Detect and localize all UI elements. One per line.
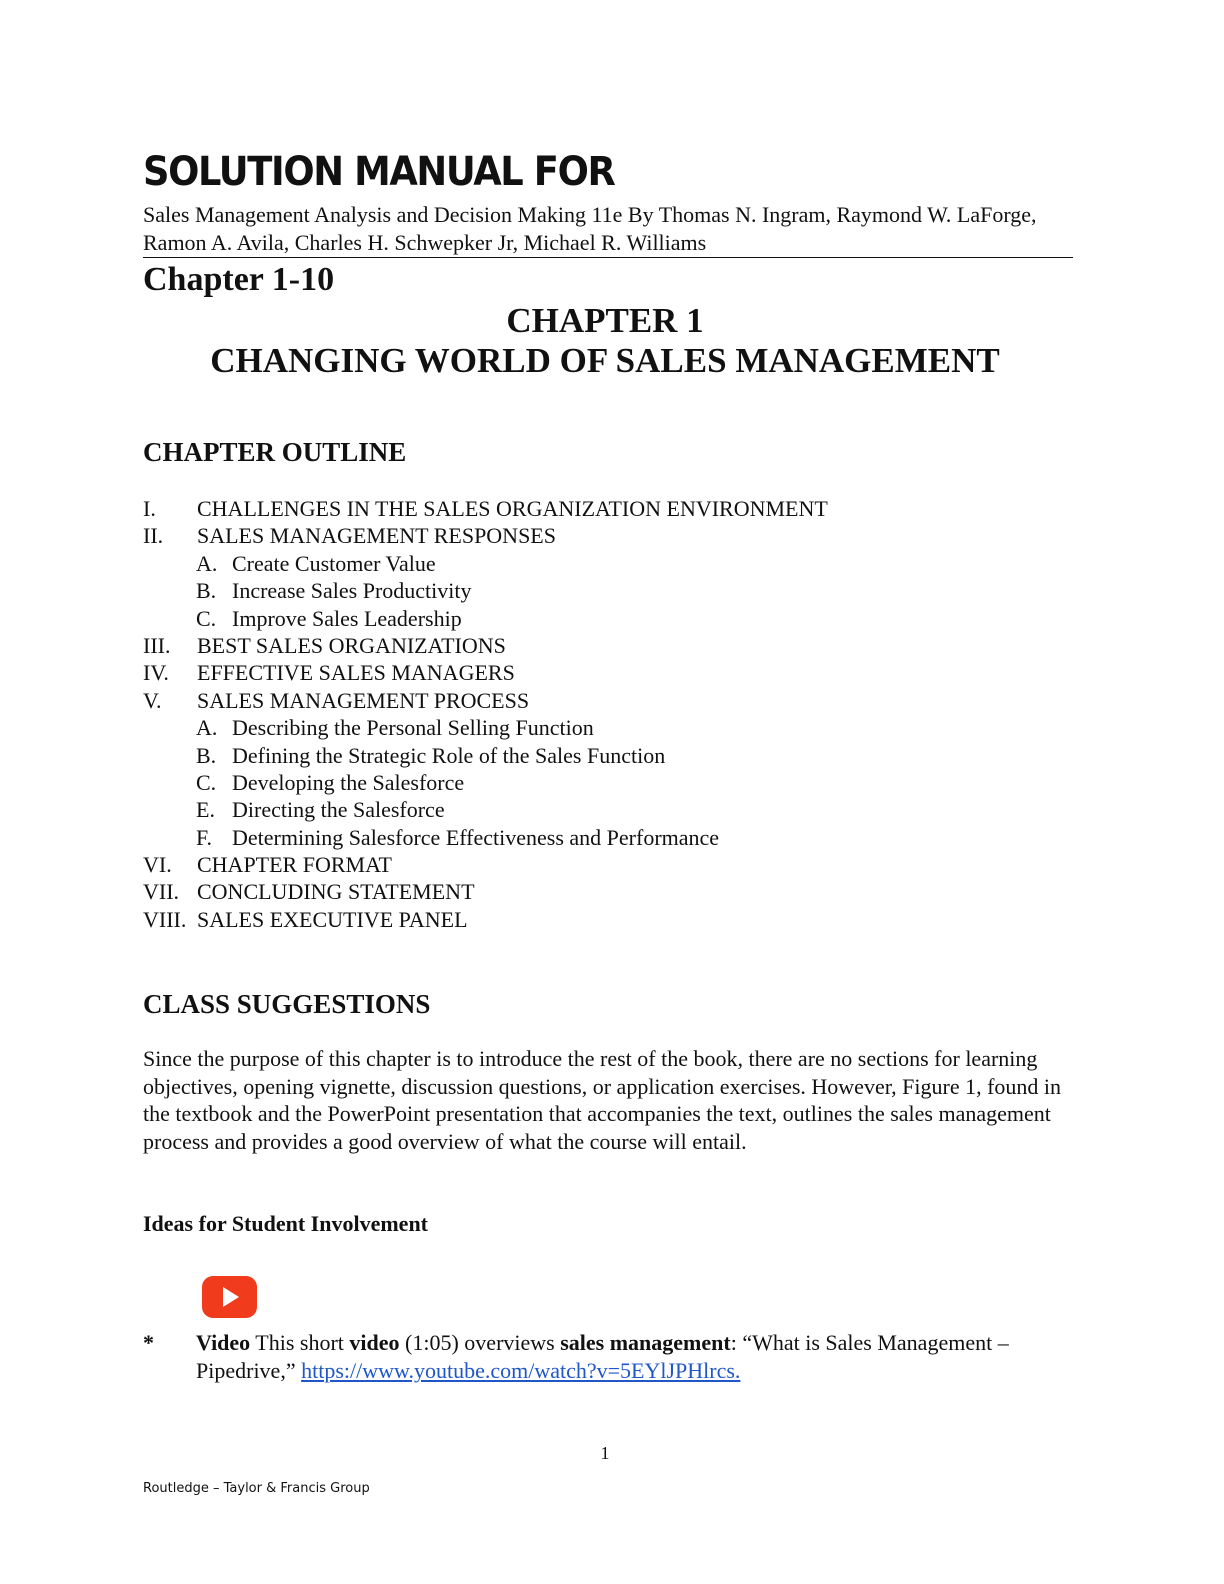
outline-item-text: SALES EXECUTIVE PANEL [197, 906, 468, 932]
header-rule [143, 257, 1073, 258]
outline-item-number: VI. [143, 852, 172, 878]
chapter-range: Chapter 1-10 [143, 261, 335, 298]
video-text-part: This short [255, 1330, 350, 1355]
class-suggestions-heading: CLASS SUGGESTIONS [143, 989, 431, 1019]
play-triangle-icon [202, 1276, 257, 1318]
outline-item-text: SALES MANAGEMENT PROCESS [197, 687, 530, 713]
outline-item-number: A. [196, 715, 218, 741]
outline-item-number: I. [143, 496, 156, 521]
outline-item-number: C. [196, 605, 217, 631]
youtube-play-icon[interactable] [202, 1276, 257, 1318]
outline-item-number: B. [196, 578, 217, 604]
outline-item-text: Defining the Strategic Role of the Sales Function [232, 742, 666, 768]
bullet-marker: * [143, 1330, 154, 1355]
outline-item-number: IV. [143, 660, 169, 686]
outline-item-text: CHAPTER FORMAT [197, 852, 392, 878]
video-url-link[interactable]: https://www.youtube.com/watch?v=5EYlJPHlrcs. [301, 1358, 741, 1383]
class-suggestions-paragraph: Since the purpose of this chapter is to introduce the rest of the book, there are no sections for learning objectives, opening vignette, discussion questions, or application exercises. However, Figure 1, found in the textbook and the PowerPoint presentation that accompanies the text, outlines the sales management process and provides a good overview of what the course will entail. [143, 1046, 1062, 1154]
outline-item-text: CHALLENGES IN THE SALES ORGANIZATION ENVIRONMENT [197, 496, 828, 521]
outline-item-text: Create Customer Value [232, 550, 436, 576]
video-text-part: : “What is Sales Management – Pipedrive,” [196, 1330, 1009, 1383]
outline-item-number: V. [143, 687, 162, 713]
outline-item-text: EFFECTIVE SALES MANAGERS [197, 660, 515, 686]
student-involvement-subheading: Ideas for Student Involvement [143, 1211, 429, 1236]
outline-item-number: VII. [143, 879, 180, 905]
video-description [196, 1329, 1076, 1385]
outline-item-text: Directing the Salesforce [232, 797, 445, 823]
video-label: Video [196, 1330, 251, 1355]
outline-item-number: E. [196, 797, 215, 823]
outline-item-text: Developing the Salesforce [232, 769, 465, 795]
outline-item-text: SALES MANAGEMENT RESPONSES [197, 523, 556, 549]
outline-item-text: Increase Sales Productivity [232, 578, 472, 604]
chapter-number: CHAPTER 1 [506, 301, 704, 340]
outline-item-number: II. [143, 523, 164, 549]
chapter-title: CHANGING WORLD OF SALES MANAGEMENT [210, 341, 1000, 380]
outline-item-number: F. [196, 824, 212, 850]
outline-item-number: A. [196, 550, 218, 576]
banner-title: SOLUTION MANUAL FOR [143, 149, 615, 195]
video-bold-topic: sales management [560, 1330, 731, 1355]
outline-item-number: C. [196, 769, 217, 795]
outline-item-number: VIII. [143, 906, 187, 932]
outline-item-text: Describing the Personal Selling Function [232, 715, 594, 741]
outline-item-number: III. [143, 632, 171, 658]
outline-item-text: Determining Salesforce Effectiveness and Performance [232, 824, 720, 850]
outline-item-text: CONCLUDING STATEMENT [197, 879, 475, 905]
outline-heading: CHAPTER OUTLINE [143, 437, 407, 467]
video-bold-word: video [349, 1330, 400, 1355]
page-number: 1 [600, 1443, 610, 1463]
publisher-footer: Routledge – Taylor & Francis Group [143, 1481, 370, 1496]
book-subtitle: Sales Management Analysis and Decision Making 11e By Thomas N. Ingram, Raymond W. LaForge, Ramon A. Avila, Charles H. Schwepker Jr, Michael R. Williams [143, 202, 1037, 255]
video-text-part: (1:05) overviews [399, 1330, 561, 1355]
outline-item-text: Improve Sales Leadership [232, 605, 462, 631]
outline-item-text: BEST SALES ORGANIZATIONS [197, 632, 506, 658]
outline-item-number: B. [196, 742, 217, 768]
